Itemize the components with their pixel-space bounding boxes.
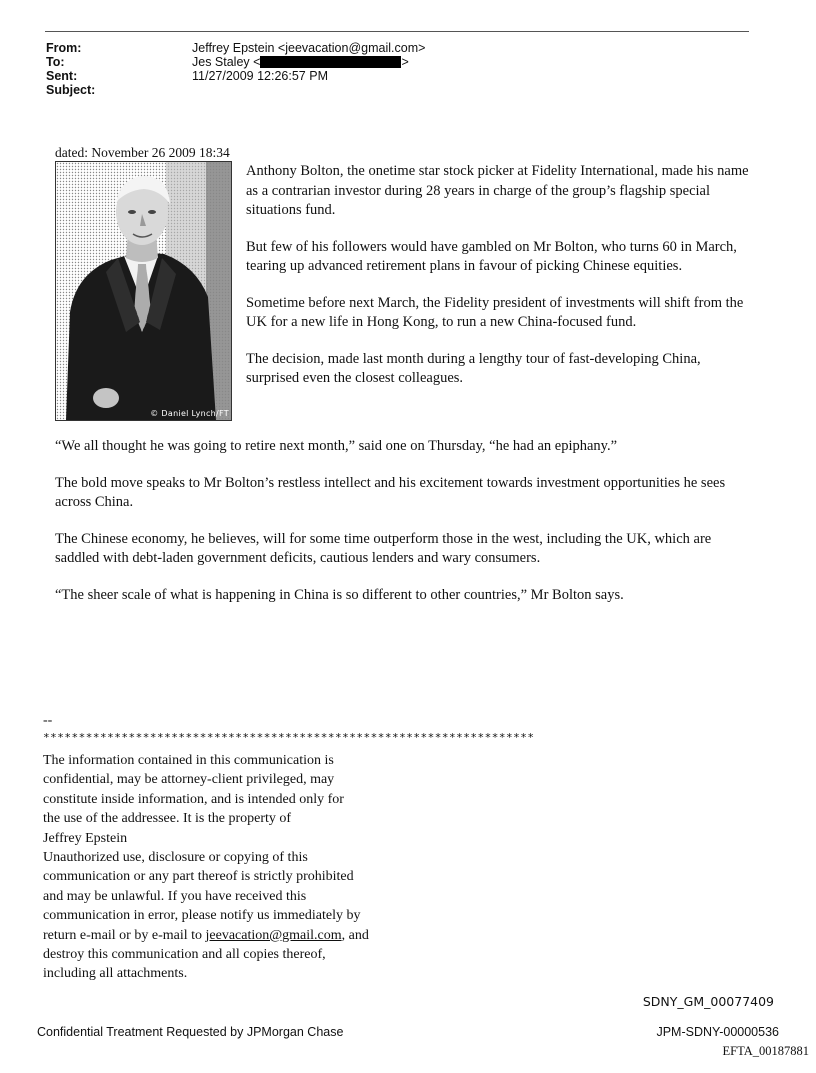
paragraph: “The sheer scale of what is happening in China is so different to other countries,” Mr Bolton says. <box>55 586 624 603</box>
bates-number-sdny: SDNY_GM_00077409 <box>642 994 774 1009</box>
email-line-suffix: , and <box>341 927 369 943</box>
article-date: dated: November 26 2009 18:34 <box>55 145 230 160</box>
disclaimer-line: communication in error, please notify us immediately by <box>43 908 361 924</box>
disclaimer-email-line <box>43 926 423 945</box>
disclaimer-line: communication or any part thereof is strictly prohibited <box>43 869 354 885</box>
disclaimer-line: and may be unlawful. If you have received this <box>43 888 307 904</box>
article-body-full <box>55 437 755 622</box>
portrait-photo <box>55 161 232 421</box>
from-row <box>46 41 425 55</box>
bates-number-efta: EFTA_00187881 <box>722 1044 809 1058</box>
confidential-footer: Confidential Treatment Requested by JPMorgan Chase <box>37 1025 344 1039</box>
disclaimer-line: destroy this communication and all copies thereof, <box>43 947 326 963</box>
disclaimer-line: Unauthorized use, disclosure or copying of this <box>43 850 308 866</box>
to-prefix: Jes Staley < <box>192 55 261 69</box>
disclaimer-line: confidential, may be attorney-client privileged, may <box>43 772 335 788</box>
signature-stars: ********************************************************************* <box>43 731 535 744</box>
email-header <box>46 41 425 97</box>
disclaimer-line: Jeffrey Epstein <box>43 830 128 846</box>
from-label: From: <box>46 41 82 55</box>
paragraph: The bold move speaks to Mr Bolton’s restless intellect and his excitement towards investment opportunities he sees across China. <box>55 474 726 510</box>
sent-label: Sent: <box>46 69 78 83</box>
article-body-beside-photo <box>246 162 756 406</box>
disclaimer-line: constitute inside information, and is intended only for <box>43 791 344 807</box>
paragraph: Anthony Bolton, the onetime star stock picker at Fidelity International, made his name as a contrarian investor during 28 years in charge of the group’s flagship special situations fund. <box>246 163 749 218</box>
to-label: To: <box>46 55 65 69</box>
email-link[interactable]: jeevacation@gmail.com <box>205 927 342 943</box>
portrait-image <box>56 162 231 420</box>
disclaimer-line: the use of the addressee. It is the property of <box>43 811 292 827</box>
paragraph: “We all thought he was going to retire next month,” said one on Thursday, “he had an epiphany.” <box>55 438 618 454</box>
to-value <box>192 55 409 69</box>
to-row <box>46 55 425 69</box>
paragraph: But few of his followers would have gambled on Mr Bolton, who turns 60 in March, tearing up advanced retirement plans in favour of picking Chinese equities. <box>246 238 737 274</box>
paragraph: The decision, made last month during a lengthy tour of fast-developing China, surprised even the closest colleagues. <box>246 350 701 386</box>
sent-row <box>46 69 425 83</box>
from-value: Jeffrey Epstein <jeevacation@gmail.com> <box>192 41 426 55</box>
to-suffix: > <box>401 55 409 69</box>
sent-value: 11/27/2009 12:26:57 PM <box>192 69 328 83</box>
confidentiality-disclaimer <box>43 751 423 984</box>
bates-number-jpm: JPM-SDNY-00000536 <box>656 1025 779 1039</box>
disclaimer-line: The information contained in this communication is <box>43 753 334 768</box>
disclaimer-line: including all attachments. <box>43 966 188 982</box>
redaction-bar <box>260 56 401 68</box>
subject-row <box>46 83 425 97</box>
subject-label: Subject: <box>46 83 96 97</box>
photo-credit: © Daniel Lynch/FT <box>150 409 229 418</box>
email-line-prefix: return e-mail or by e-mail to <box>43 927 206 943</box>
header-divider <box>45 31 749 32</box>
signature-dash: -- <box>43 713 53 728</box>
paragraph: The Chinese economy, he believes, will for some time outperform those in the west, including the UK, which are saddled with debt-laden government deficits, cautious lenders and wary consumers. <box>55 530 712 566</box>
paragraph: Sometime before next March, the Fidelity president of investments will shift from the UK for a new life in Hong Kong, to run a new China-focused fund. <box>246 294 744 330</box>
